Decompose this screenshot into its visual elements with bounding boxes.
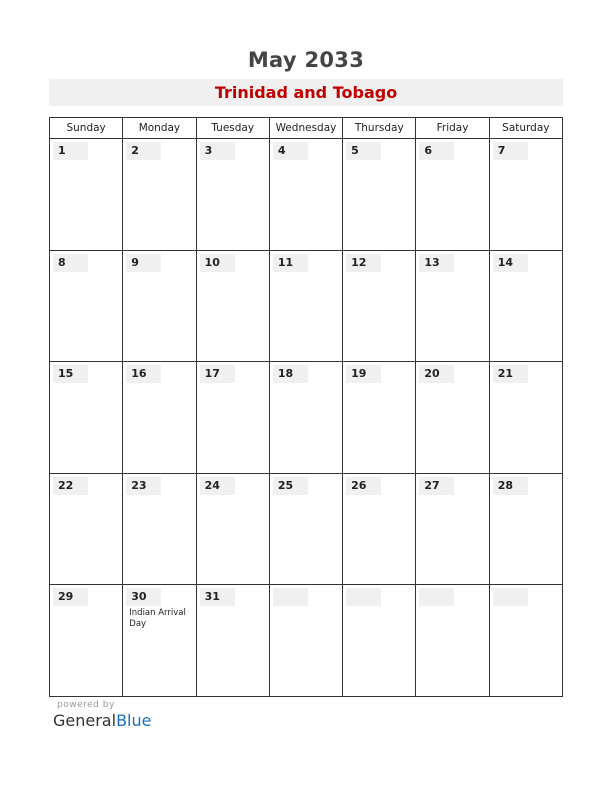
brand-blue-text: Blue	[116, 711, 152, 730]
day-number: 25	[277, 478, 294, 492]
week-row	[50, 474, 562, 586]
day-number: 15	[58, 367, 74, 381]
calendar-grid	[49, 117, 563, 697]
day-number: 11	[277, 255, 294, 269]
week-row	[50, 139, 562, 251]
weekday-header: Monday	[122, 118, 195, 138]
weekday-header-row	[50, 118, 562, 139]
day-number-box	[493, 588, 528, 606]
day-cell[interactable]	[122, 474, 195, 585]
day-cell[interactable]	[196, 474, 269, 585]
day-cell[interactable]	[342, 251, 415, 362]
day-cell[interactable]	[489, 139, 562, 250]
day-number: 24	[204, 478, 220, 492]
day-number: 22	[58, 478, 74, 492]
day-cell[interactable]	[50, 585, 122, 696]
day-number: 9	[131, 255, 139, 269]
day-cell[interactable]	[415, 474, 488, 585]
day-cell[interactable]	[50, 139, 122, 250]
weekday-header: Saturday	[489, 118, 562, 138]
day-cell[interactable]	[122, 251, 195, 362]
country-name: Trinidad and Tobago	[214, 83, 398, 102]
day-cell[interactable]	[50, 362, 122, 473]
day-number: 27	[424, 478, 440, 492]
day-cell[interactable]	[269, 251, 342, 362]
day-number: 17	[204, 367, 220, 381]
weekday-header: Wednesday	[269, 118, 342, 138]
day-number: 10	[204, 255, 220, 269]
day-number: 26	[351, 478, 367, 492]
day-number: 3	[204, 144, 213, 157]
day-cell[interactable]	[415, 251, 488, 362]
brand-general-text: General	[53, 711, 117, 730]
day-number-box	[273, 588, 308, 606]
day-number: 20	[424, 367, 440, 381]
day-number: 21	[497, 367, 513, 381]
country-banner	[49, 79, 563, 106]
day-number: 28	[497, 478, 513, 492]
powered-by-label: powered by	[57, 700, 115, 710]
day-cell[interactable]	[342, 362, 415, 473]
day-number: 23	[131, 478, 147, 492]
day-cell[interactable]	[269, 474, 342, 585]
day-number-box	[346, 588, 381, 606]
day-number: 2	[131, 144, 139, 157]
day-number: 8	[58, 255, 66, 269]
page-title: May 2033	[247, 48, 365, 72]
week-row	[50, 362, 562, 474]
day-number: 13	[424, 255, 440, 269]
day-cell[interactable]	[122, 585, 195, 696]
day-number: 31	[204, 590, 220, 604]
week-row	[50, 585, 562, 696]
weekday-header: Tuesday	[196, 118, 269, 138]
weekday-header: Thursday	[342, 118, 415, 138]
day-cell[interactable]	[269, 139, 342, 250]
day-cell[interactable]	[196, 251, 269, 362]
day-cell[interactable]	[489, 251, 562, 362]
day-cell[interactable]	[342, 585, 415, 696]
day-number: 4	[277, 144, 286, 157]
day-number: 12	[351, 255, 367, 269]
day-number: 18	[277, 367, 294, 381]
day-cell[interactable]	[342, 139, 415, 250]
weekday-header: Friday	[415, 118, 488, 138]
day-number: 7	[497, 144, 506, 157]
day-cell[interactable]	[269, 362, 342, 473]
day-number: 1	[58, 144, 66, 157]
day-number: 30	[131, 590, 147, 604]
day-number: 29	[58, 590, 74, 604]
day-cell[interactable]	[50, 251, 122, 362]
day-cell[interactable]	[122, 139, 195, 250]
week-row	[50, 251, 562, 363]
day-cell[interactable]	[415, 139, 488, 250]
day-number: 16	[131, 367, 147, 381]
day-cell[interactable]	[489, 474, 562, 585]
day-cell[interactable]	[489, 585, 562, 696]
day-cell[interactable]	[269, 585, 342, 696]
day-cell[interactable]	[50, 474, 122, 585]
day-number-box	[419, 588, 454, 606]
generalblue-logo[interactable]	[53, 711, 151, 730]
day-number: 19	[351, 367, 367, 381]
day-cell[interactable]	[196, 585, 269, 696]
day-cell[interactable]	[122, 362, 195, 473]
day-cell[interactable]	[342, 474, 415, 585]
day-cell[interactable]	[415, 585, 488, 696]
day-cell[interactable]	[415, 362, 488, 473]
day-number: 14	[497, 255, 513, 269]
day-number: 5	[351, 144, 359, 157]
day-number: 6	[424, 144, 433, 157]
weekday-header: Sunday	[66, 122, 106, 134]
holiday-event: Indian Arrival Day	[129, 608, 186, 630]
day-cell[interactable]	[196, 139, 269, 250]
calendar-weeks	[50, 139, 562, 696]
day-cell[interactable]	[489, 362, 562, 473]
day-cell[interactable]	[196, 362, 269, 473]
